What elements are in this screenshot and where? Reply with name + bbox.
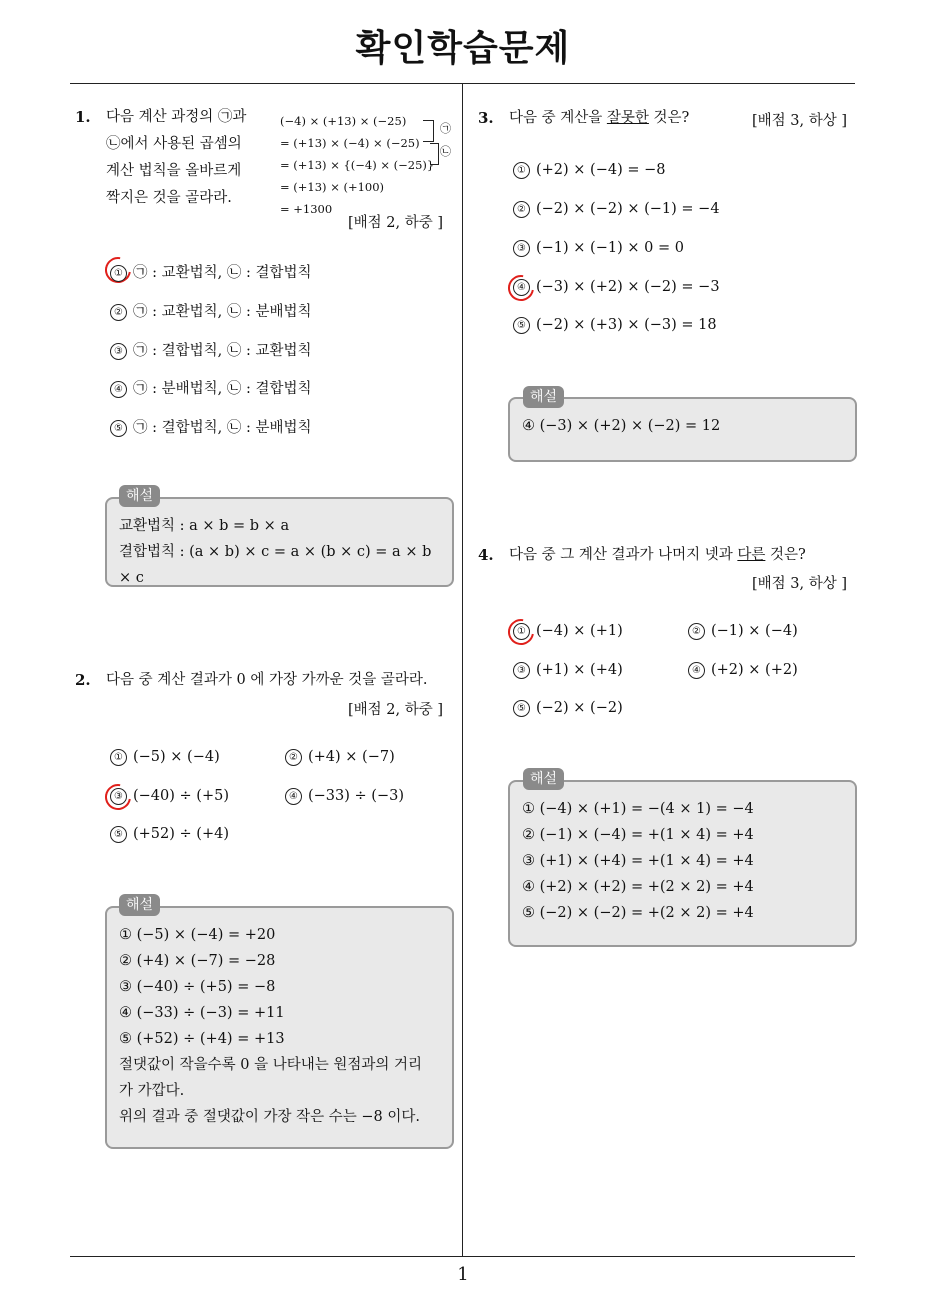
q1-choice-3[interactable] <box>110 339 311 360</box>
choice-text: (−2) × (+3) × (−3) = 18 <box>536 317 717 333</box>
q2-explanation-label: 해설 <box>119 894 160 916</box>
q3-text-before: 다음 중 계산을 <box>509 110 607 126</box>
q4-explanation-box <box>508 780 857 947</box>
q3-choice-1[interactable] <box>513 162 666 179</box>
explanation-line: 결합법칙 : (a × b) × c = a × (b × c) = a × b × c <box>119 544 432 586</box>
q1-text-line: 계산 법칙을 올바르게 <box>106 163 242 179</box>
q2-number: 2. <box>75 671 91 689</box>
q4-text-emphasis: 다른 <box>737 547 766 563</box>
choice-mark: ① <box>110 749 127 766</box>
q1-step: = (+13) × {(−4) × (−25)} <box>280 158 435 172</box>
q3-choice-3[interactable] <box>513 240 684 257</box>
q4-text <box>509 542 806 569</box>
choice-text: ㉠ : 교환법칙, ㉡ : 분배법칙 <box>133 304 312 320</box>
q2-choice-4[interactable] <box>285 788 404 805</box>
q3-text-after: 것은? <box>648 110 690 126</box>
q4-meta: [배점 3, 하상 ] <box>752 576 848 592</box>
q1-bracket <box>430 143 439 165</box>
q1-meta: [배점 2, 하중 ] <box>348 215 444 231</box>
explanation-line: 절댓값이 작을수록 0 을 나타내는 원점과의 거리 <box>119 1057 423 1073</box>
choice-mark: ① <box>110 265 127 282</box>
q4-choice-5[interactable] <box>513 700 623 717</box>
choice-text: (+2) × (+2) <box>711 662 798 678</box>
q1-text-line: ㉡에서 사용된 곱셈의 <box>106 136 242 152</box>
explanation-line: ③ (−40) ÷ (+5) = −8 <box>119 979 276 995</box>
q2-choice-1[interactable] <box>110 749 220 766</box>
q1-step: = (+13) × (−4) × (−25) <box>280 136 420 150</box>
explanation-line: 가 가깝다. <box>119 1083 185 1099</box>
q1-calculation <box>280 110 434 220</box>
choice-mark: ⑤ <box>513 700 530 717</box>
choice-mark: ⑤ <box>513 317 530 334</box>
choice-text: (−2) × (−2) <box>536 700 623 716</box>
q1-choice-2[interactable] <box>110 300 311 321</box>
choice-text: (−4) × (+1) <box>536 623 623 639</box>
choice-text: ㉠ : 결합법칙, ㉡ : 분배법칙 <box>133 420 312 436</box>
choice-mark: ② <box>513 201 530 218</box>
q2-meta: [배점 2, 하중 ] <box>348 702 444 718</box>
page-number: 1 <box>457 1264 469 1285</box>
q1-step: = (+13) × (+100) <box>280 180 385 194</box>
q1-choice-4[interactable] <box>110 377 311 398</box>
choice-mark: ④ <box>513 279 530 296</box>
choice-text: ㉠ : 교환법칙, ㉡ : 결합법칙 <box>133 265 312 281</box>
choice-text: (−5) × (−4) <box>133 749 220 765</box>
choice-text: ㉠ : 분배법칙, ㉡ : 결합법칙 <box>133 381 312 397</box>
choice-text: (−40) ÷ (+5) <box>133 788 229 804</box>
choice-text: (+2) × (−4) = −8 <box>536 162 666 178</box>
choice-text: ㉠ : 결합법칙, ㉡ : 교환법칙 <box>133 343 312 359</box>
q4-number: 4. <box>478 546 494 564</box>
q4-choice-1[interactable] <box>513 623 623 640</box>
choice-mark: ② <box>688 623 705 640</box>
bottom-rule <box>70 1256 855 1257</box>
q3-text <box>509 105 689 132</box>
choice-mark: ② <box>110 304 127 321</box>
choice-text: (+52) ÷ (+4) <box>133 826 229 842</box>
q1-choice-5[interactable] <box>110 416 311 437</box>
q4-choice-4[interactable] <box>688 662 798 679</box>
q1-explanation-box <box>105 497 454 587</box>
choice-text: (+1) × (+4) <box>536 662 623 678</box>
choice-mark: ③ <box>513 240 530 257</box>
choice-mark: ② <box>285 749 302 766</box>
q2-text: 다음 중 계산 결과가 0 에 가장 가까운 것을 골라라. <box>106 672 428 688</box>
q1-text <box>106 104 266 212</box>
q1-text-line: 짝지은 것을 골라라. <box>106 190 232 206</box>
q2-choice-2[interactable] <box>285 749 395 766</box>
q1-number: 1. <box>75 108 91 126</box>
choice-mark: ③ <box>110 788 127 805</box>
choice-text: (−3) × (+2) × (−2) = −3 <box>536 279 720 295</box>
explanation-line: ① (−4) × (+1) = −(4 × 1) = −4 <box>522 801 754 817</box>
q1-bracket <box>423 120 434 142</box>
q4-choice-2[interactable] <box>688 623 798 640</box>
q4-text-after: 것은? <box>765 547 806 563</box>
choice-text: (−2) × (−2) × (−1) = −4 <box>536 201 720 217</box>
choice-mark: ③ <box>513 662 530 679</box>
page-title: 확인학습문제 <box>355 28 571 69</box>
q3-choice-2[interactable] <box>513 201 720 218</box>
q4-text-before: 다음 중 그 계산 결과가 나머지 넷과 <box>509 547 738 563</box>
q1-explanation-label: 해설 <box>119 485 160 507</box>
choice-text: (+4) × (−7) <box>308 749 395 765</box>
explanation-line: 교환법칙 : a × b = b × a <box>119 518 290 534</box>
choice-mark: ③ <box>110 343 127 360</box>
q1-step: = +1300 <box>280 202 333 216</box>
q3-number: 3. <box>478 109 494 127</box>
q4-explanation-label: 해설 <box>523 768 564 790</box>
choice-mark: ④ <box>688 662 705 679</box>
explanation-line: ④ (−33) ÷ (−3) = +11 <box>119 1005 285 1021</box>
choice-mark: ④ <box>285 788 302 805</box>
choice-mark: ① <box>513 162 530 179</box>
q1-step-mark: ㉡ <box>440 145 451 158</box>
choice-text: (−33) ÷ (−3) <box>308 788 404 804</box>
explanation-line: ① (−5) × (−4) = +20 <box>119 927 276 943</box>
choice-mark: ① <box>513 623 530 640</box>
explanation-line: ⑤ (−2) × (−2) = +(2 × 2) = +4 <box>522 905 754 921</box>
q4-choice-3[interactable] <box>513 662 623 679</box>
explanation-line: ② (−1) × (−4) = +(1 × 4) = +4 <box>522 827 754 843</box>
choice-mark: ⑤ <box>110 420 127 437</box>
q3-meta: [배점 3, 하상 ] <box>752 113 848 129</box>
q3-explanation-label: 해설 <box>523 386 564 408</box>
q2-explanation-box <box>105 906 454 1149</box>
explanation-line: ④ (+2) × (+2) = +(2 × 2) = +4 <box>522 879 754 895</box>
explanation-line: ② (+4) × (−7) = −28 <box>119 953 276 969</box>
q3-choice-5[interactable] <box>513 317 717 334</box>
q2-choice-3[interactable] <box>110 788 229 805</box>
choice-mark: ⑤ <box>110 826 127 843</box>
q1-step-mark: ㉠ <box>440 122 451 135</box>
q3-text-emphasis: 잘못한 <box>606 110 649 126</box>
explanation-line: ⑤ (+52) ÷ (+4) = +13 <box>119 1031 285 1047</box>
explanation-line: ③ (+1) × (+4) = +(1 × 4) = +4 <box>522 853 754 869</box>
q1-choice-1[interactable] <box>110 261 311 282</box>
choice-mark: ④ <box>110 381 127 398</box>
choice-text: (−1) × (−1) × 0 = 0 <box>536 240 684 256</box>
explanation-line: 위의 결과 중 절댓값이 가장 작은 수는 −8 이다. <box>119 1109 420 1125</box>
column-divider <box>462 83 463 1256</box>
q1-step: (−4) × (+13) × (−25) <box>280 114 407 128</box>
choice-text: (−1) × (−4) <box>711 623 798 639</box>
q1-text-line: 다음 계산 과정의 ㉠과 <box>106 109 247 125</box>
q2-choice-5[interactable] <box>110 826 229 843</box>
q3-choice-4[interactable] <box>513 279 720 296</box>
explanation-line: ④ (−3) × (+2) × (−2) = 12 <box>522 418 721 434</box>
